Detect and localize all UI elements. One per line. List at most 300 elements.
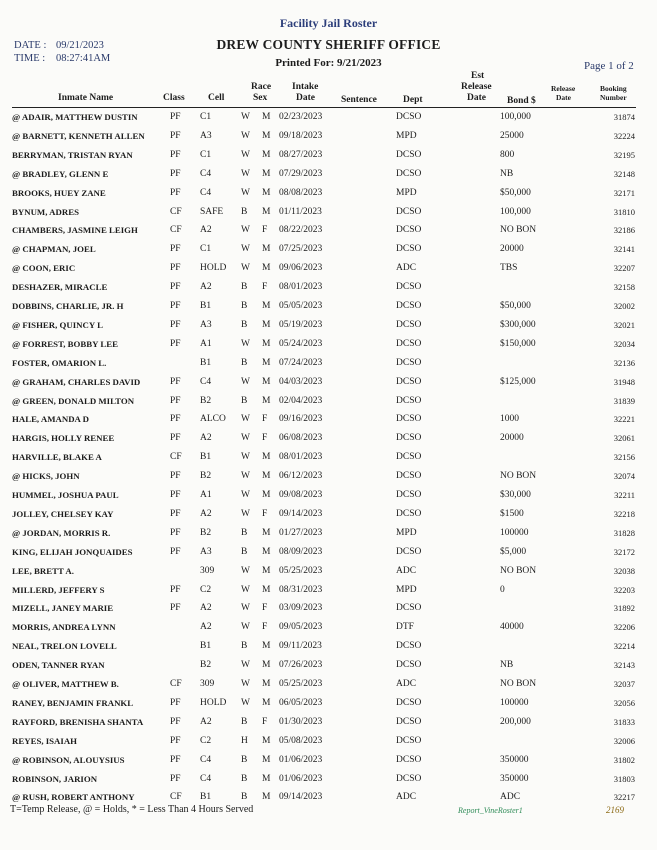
booking-number: 32061 [613,433,635,444]
dept: DCSO [396,244,422,255]
booking-number: 32214 [613,641,635,652]
cell: A3 [200,546,212,557]
class-code: PF [170,773,181,784]
race: W [241,130,250,141]
bond: NO BON [500,565,537,576]
class-code: PF [170,527,181,538]
bond: 100000 [500,697,529,708]
race: W [241,565,250,576]
sex: M [262,660,271,671]
bond: 800 [500,149,515,160]
race: W [241,471,250,482]
sex: M [262,376,271,387]
col-cell: Cell [208,93,225,103]
inmate-name: NEAL, TRELON LOVELL [12,641,117,652]
cell: A3 [200,130,212,141]
class-code: PF [170,716,181,727]
race: B [241,357,248,368]
race: B [241,395,248,406]
table-row [0,717,657,736]
dept: ADC [396,565,417,576]
cell: 309 [200,679,215,689]
class-code: PF [170,168,181,179]
inmate-name: ROBINSON, JARION [12,773,98,784]
dept: DCSO [396,149,422,160]
booking-number: 31803 [613,773,635,784]
race: W [241,225,250,236]
table-row [0,452,657,471]
cell: A2 [200,603,212,614]
class-code: PF [170,433,181,444]
class-code: PF [170,112,181,122]
bond: NO BON [500,679,537,689]
col-release: Release [551,84,576,93]
sex: M [262,112,271,122]
race: W [241,584,250,595]
race: W [241,660,250,671]
sex: M [262,244,271,255]
class-code: PF [170,754,181,765]
inmate-name: HARGIS, HOLLY RENEE [12,433,115,444]
dept: DCSO [396,641,422,652]
bond: NO BON [500,225,537,236]
dept: ADC [396,679,417,689]
sex: M [262,773,271,784]
dept: MPD [396,187,417,198]
table-row [0,414,657,433]
dept: DCSO [396,282,422,293]
col-est: Est [471,71,485,81]
inmate-name: HUMMEL, JOSHUA PAUL [12,490,119,500]
cell: SAFE [200,206,224,217]
inmate-name: FOSTER, OMARION L. [12,357,107,368]
class-code: PF [170,187,181,198]
bond: $300,000 [500,319,536,330]
cell: B1 [200,792,212,803]
intake-date: 02/23/2023 [279,112,323,122]
bond: $50,000 [500,187,531,198]
dept: DCSO [396,471,422,482]
table-row [0,528,657,547]
booking-number: 32211 [614,490,635,500]
bond: 350000 [500,773,529,784]
inmate-name: @ JORDAN, MORRIS R. [12,527,111,538]
printed-for: Printed For: 9/21/2023 [275,57,382,69]
cell: A2 [200,508,212,519]
cell: HOLD [200,697,227,708]
inmate-name: @ BRADLEY, GLENN E [12,168,109,179]
intake-date: 08/22/2023 [279,225,323,236]
race: W [241,168,250,179]
table-row [0,207,657,226]
bond: 25000 [500,130,524,141]
class-code: PF [170,338,181,349]
race: B [241,319,248,330]
cell: A1 [200,338,212,349]
cell: C4 [200,187,212,198]
inmate-name: REYES, ISAIAH [12,735,78,746]
cell: B1 [200,641,212,652]
cell: ALCO [200,414,226,425]
inmate-name: ODEN, TANNER RYAN [12,660,105,671]
booking-number: 32217 [613,792,635,803]
inmate-name: RAYFORD, BRENISHA SHANTA [12,716,144,727]
intake-date: 06/12/2023 [279,471,323,482]
cell: C1 [200,149,212,160]
booking-number: 32195 [613,149,635,160]
col-inmate-name: Inmate Name [58,93,114,103]
race: B [241,754,248,765]
dept: ADC [396,263,417,274]
col-booking-number: Number [600,93,627,102]
sex: F [262,508,268,519]
dept: DCSO [396,338,422,349]
cell: C1 [200,244,212,255]
inmate-name: BERRYMAN, TRISTAN RYAN [12,149,133,160]
booking-number: 31892 [613,603,635,614]
table-row [0,263,657,282]
table-row [0,282,657,301]
sex: M [262,754,271,765]
race: W [241,508,250,519]
intake-date: 07/25/2023 [279,244,323,255]
intake-date: 05/19/2023 [279,319,323,330]
table-row [0,169,657,188]
dept: DCSO [396,225,422,236]
sex: M [262,206,271,217]
class-code: CF [170,225,182,236]
intake-date: 03/09/2023 [279,603,323,614]
class-code: PF [170,584,181,595]
table-row [0,736,657,755]
booking-number: 32056 [613,697,635,708]
cell: B2 [200,471,212,482]
header-divider [12,107,636,108]
cell: A3 [200,319,212,330]
race: W [241,433,250,444]
inmate-name: @ GRAHAM, CHARLES DAVID [12,376,141,387]
table-row [0,603,657,622]
sex: M [262,149,271,160]
booking-number: 32136 [613,357,635,368]
bond: NB [500,660,514,671]
table-row [0,150,657,169]
booking-number: 32034 [613,338,635,349]
bond: $125,000 [500,376,536,387]
dept: DCSO [396,660,422,671]
sex: M [262,338,271,349]
cell: A2 [200,433,212,444]
bond: 100,000 [500,206,531,217]
dept: DCSO [396,546,422,557]
table-row [0,301,657,320]
table-row [0,358,657,377]
inmate-name: @ OLIVER, MATTHEW B. [12,679,119,689]
table-row [0,509,657,528]
dept: DCSO [396,773,422,784]
bond: $1500 [500,508,524,519]
class-code: PF [170,282,181,293]
table-row [0,131,657,150]
bond: NB [500,168,514,179]
sex: M [262,395,271,406]
class-code: PF [170,697,181,708]
dept: DCSO [396,414,422,425]
sex: M [262,697,271,708]
cell: C2 [200,584,212,595]
race: B [241,301,248,311]
table-row [0,641,657,660]
col-booking: Booking [600,84,627,93]
race: W [241,679,250,689]
date-label: DATE : [14,40,47,51]
intake-date: 08/08/2023 [279,187,323,198]
booking-number: 32148 [613,168,635,179]
race: B [241,546,248,557]
cell: B2 [200,660,212,671]
inmate-name: KING, ELIJAH JONQUAIDES [12,546,133,557]
inmate-name: @ ADAIR, MATTHEW DUSTIN [12,112,138,122]
intake-date: 08/09/2023 [279,546,323,557]
sex: M [262,792,271,803]
inmate-name: @ COON, ERIC [12,263,76,274]
table-row [0,396,657,415]
intake-date: 05/08/2023 [279,735,323,746]
table-row [0,622,657,641]
class-code: PF [170,130,181,141]
booking-number: 31948 [613,376,635,387]
table-row [0,566,657,585]
sex: M [262,357,271,368]
dept: DCSO [396,112,422,122]
intake-date: 07/26/2023 [279,660,323,671]
bond: 0 [500,584,505,595]
time-value: 08:27:41AM [56,53,111,64]
table-row [0,188,657,207]
booking-number: 32172 [613,546,635,557]
cell: C4 [200,168,212,179]
race: B [241,282,248,293]
race: B [241,641,248,652]
race: W [241,338,250,349]
dept: DCSO [396,395,422,406]
col-est-release: Release [461,82,492,92]
inmate-name: @ FISHER, QUINCY L [12,319,103,330]
class-code: PF [170,263,181,274]
bond: 100,000 [500,112,531,122]
dept: DCSO [396,697,422,708]
inmate-name: JOLLEY, CHELSEY KAY [12,508,114,519]
booking-number: 32156 [613,452,635,463]
facility-title: Facility Jail Roster [279,16,378,30]
sex: M [262,319,271,330]
race: B [241,773,248,784]
footer-number: 2169 [606,805,624,815]
table-row [0,490,657,509]
booking-number: 32141 [613,244,635,255]
bond: 200,000 [500,716,531,727]
cell: C2 [200,735,212,746]
inmate-name: HARVILLE, BLAKE A [12,452,102,463]
inmate-name: DOBBINS, CHARLIE, JR. H [12,301,124,311]
booking-number: 32203 [613,584,635,595]
dept: ADC [396,792,417,803]
dept: DTF [396,622,414,633]
booking-number: 32037 [613,679,635,689]
intake-date: 01/06/2023 [279,773,323,784]
col-sentence: Sentence [341,95,377,105]
table-row [0,244,657,263]
class-code: PF [170,471,181,482]
bond: 20000 [500,433,524,444]
intake-date: 05/25/2023 [279,679,323,689]
inmate-name: RANEY, BENJAMIN FRANKL [12,697,134,708]
intake-date: 09/08/2023 [279,490,323,500]
intake-date: 08/31/2023 [279,584,323,595]
booking-number: 32038 [613,565,635,576]
class-code: PF [170,376,181,387]
class-code: PF [170,735,181,746]
dept: DCSO [396,754,422,765]
cell: A2 [200,225,212,236]
dept: DCSO [396,357,422,368]
cell: B1 [200,452,212,463]
intake-date: 09/14/2023 [279,508,323,519]
table-row [0,660,657,679]
cell: A1 [200,490,212,500]
booking-number: 32074 [613,471,635,482]
cell: HOLD [200,263,227,274]
bond: ADC [500,792,521,803]
dept: MPD [396,527,417,538]
booking-number: 31839 [613,395,635,406]
col-dept: Dept [403,95,423,105]
bond: NO BON [500,471,537,482]
sex: M [262,471,271,482]
sex: F [262,716,268,727]
intake-date: 05/05/2023 [279,301,323,311]
inmate-name: @ RUSH, ROBERT ANTHONY [12,792,135,803]
class-code: PF [170,301,181,311]
dept: DCSO [396,206,422,217]
table-row [0,377,657,396]
sex: F [262,225,268,236]
class-code: PF [170,244,181,255]
booking-number: 31810 [613,206,635,217]
race: B [241,792,248,803]
booking-number: 32158 [613,282,635,293]
class-code: PF [170,319,181,330]
bond: 20000 [500,244,524,255]
intake-date: 09/16/2023 [279,414,323,425]
time-label: TIME : [14,53,46,64]
cell: 309 [200,565,215,576]
report-name: Report_VineRoster1 [458,806,523,815]
sex: M [262,679,271,689]
intake-date: 08/27/2023 [279,149,323,160]
intake-date: 02/04/2023 [279,395,323,406]
cell: C4 [200,754,212,765]
booking-number: 32206 [613,622,635,633]
sex: M [262,452,271,463]
booking-number: 32021 [613,319,635,330]
sex: M [262,263,271,274]
dept: DCSO [396,508,422,519]
sex: M [262,490,271,500]
sex: M [262,584,271,595]
dept: DCSO [396,452,422,463]
booking-number: 32221 [613,414,635,425]
class-code: PF [170,508,181,519]
cell: B1 [200,357,212,368]
bond: TBS [500,263,518,274]
table-row [0,547,657,566]
dept: DCSO [396,319,422,330]
table-row [0,225,657,244]
col-release-date: Date [556,93,571,102]
cell: C4 [200,376,212,387]
dept: DCSO [396,716,422,727]
intake-date: 04/03/2023 [279,376,323,387]
race: B [241,527,248,538]
intake-date: 01/27/2023 [279,527,323,538]
table-row [0,433,657,452]
cell: A2 [200,716,212,727]
footer-legend: T=Temp Release, @ = Holds, * = Less Than 4 Hours Served [10,804,254,815]
sex: M [262,735,271,746]
class-code: CF [170,679,182,689]
inmate-name: @ ROBINSON, ALOUYSIUS [12,754,125,765]
class-code: CF [170,206,182,217]
table-row [0,112,657,131]
intake-date: 01/30/2023 [279,716,323,727]
table-row [0,339,657,358]
race: B [241,716,248,727]
booking-number: 32186 [613,225,635,236]
bond: $30,000 [500,490,531,500]
class-code: PF [170,603,181,614]
class-code: CF [170,792,182,803]
intake-date: 01/11/2023 [279,206,322,217]
bond: 40000 [500,622,524,633]
intake-date: 09/14/2023 [279,792,323,803]
bond: 1000 [500,414,519,425]
cell: B2 [200,395,212,406]
booking-number: 32224 [613,130,635,141]
dept: DCSO [396,433,422,444]
col-intake-date: Date [296,93,315,103]
sex: M [262,565,271,576]
intake-date: 06/05/2023 [279,697,323,708]
table-row [0,320,657,339]
dept: MPD [396,130,417,141]
dept: MPD [396,584,417,595]
sex: F [262,414,268,425]
booking-number: 32002 [613,301,635,311]
class-code: PF [170,414,181,425]
sex: M [262,546,271,557]
dept: DCSO [396,735,422,746]
col-bond: Bond $ [507,96,536,106]
col-intake: Intake [292,82,319,92]
inmate-name: MORRIS, ANDREA LYNN [12,622,116,633]
col-race: Race [251,82,272,92]
race: W [241,187,250,198]
bond: 350000 [500,754,529,765]
table-row [0,698,657,717]
intake-date: 06/08/2023 [279,433,323,444]
race: W [241,244,250,255]
